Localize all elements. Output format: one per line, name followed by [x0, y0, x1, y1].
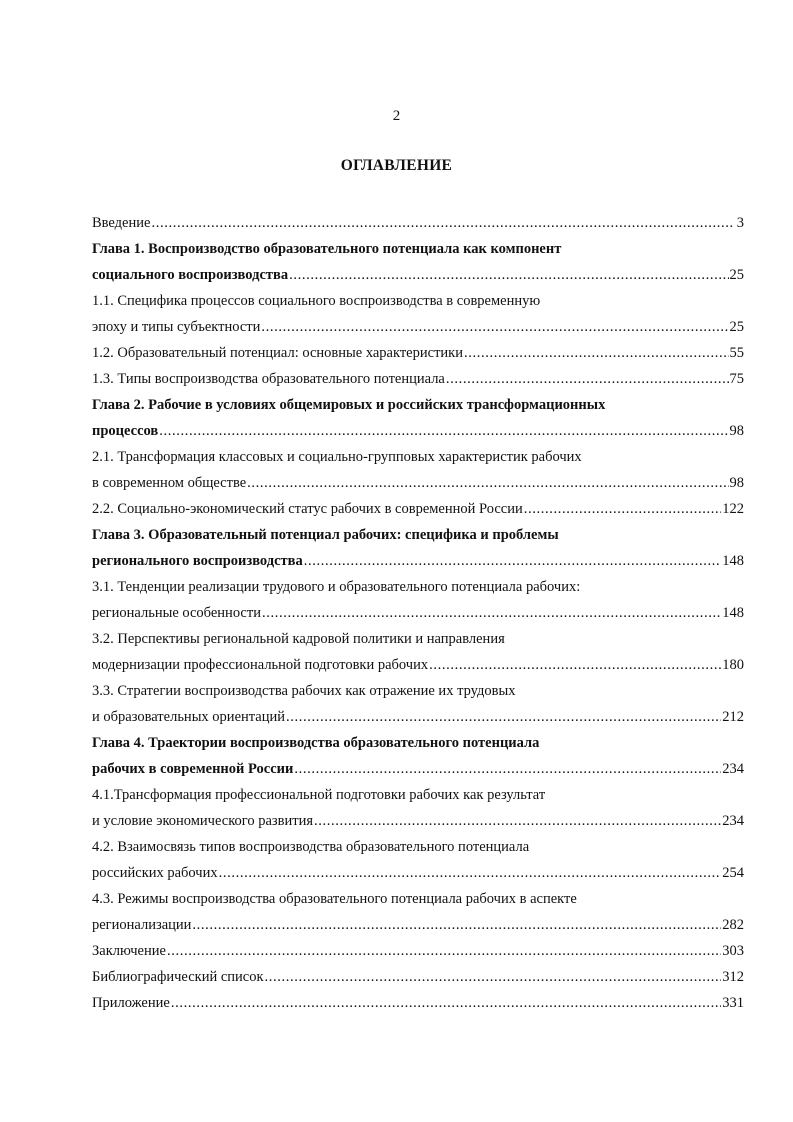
toc-entry[interactable]: [92, 834, 744, 886]
dot-leader: [192, 912, 721, 938]
toc-page-number: 25: [729, 319, 744, 335]
table-of-contents: [92, 210, 744, 1016]
dot-leader: [265, 964, 722, 990]
toc-page-number: 148: [722, 605, 744, 621]
toc-entry-text: Заключение: [92, 943, 166, 959]
toc-entry[interactable]: [92, 210, 744, 236]
toc-entry[interactable]: [92, 288, 744, 340]
toc-entry[interactable]: [92, 782, 744, 834]
dot-leader: [446, 366, 729, 392]
toc-entry-text: и образовательных ориентаций: [92, 709, 285, 725]
toc-entry-text: социального воспроизводства: [92, 267, 289, 283]
toc-entry[interactable]: [92, 496, 744, 522]
toc-entry-line: 4.1.Трансформация профессиональной подготовки рабочих как результат: [92, 787, 546, 803]
toc-entry[interactable]: [92, 236, 744, 288]
toc-entry[interactable]: [92, 886, 744, 938]
toc-entry-text: 1.3. Типы воспроизводства образовательного потенциала: [92, 371, 445, 387]
toc-entry-text: 1.2. Образовательный потенциал: основные характеристики: [92, 345, 463, 361]
toc-entry[interactable]: [92, 444, 744, 496]
toc-entry-text: 2.2. Социально-экономический статус рабочих в современной России: [92, 501, 523, 517]
toc-entry-line: 1.1. Специфика процессов социального воспроизводства в современную: [92, 293, 541, 309]
toc-entry-line: Глава 1. Воспроизводство образовательного потенциала как компонент: [92, 241, 562, 257]
toc-page-number: 75: [729, 371, 744, 387]
toc-entry[interactable]: [92, 522, 744, 574]
dot-leader: [151, 210, 735, 236]
toc-entry-text: эпоху и типы субъектности: [92, 319, 261, 335]
toc-page-number: 25: [729, 267, 744, 283]
toc-page-number: 98: [729, 423, 744, 439]
toc-entry-line: Глава 2. Рабочие в условиях общемировых и российских трансформационных: [92, 397, 606, 413]
dot-leader: [524, 496, 722, 522]
toc-entry[interactable]: [92, 964, 744, 990]
toc-page-number: 148: [722, 553, 744, 569]
dot-leader: [304, 548, 722, 574]
dot-leader: [464, 340, 729, 366]
toc-entry-text: Библиографический список: [92, 969, 264, 985]
toc-entry-line: Глава 4. Траектории воспроизводства образовательного потенциала: [92, 735, 540, 751]
toc-entry[interactable]: [92, 938, 744, 964]
toc-page-number: 98: [729, 475, 744, 491]
toc-entry[interactable]: [92, 626, 744, 678]
dot-leader: [167, 938, 721, 964]
toc-entry[interactable]: [92, 574, 744, 626]
toc-entry[interactable]: [92, 990, 744, 1016]
toc-entry-text: регионализации: [92, 917, 192, 933]
toc-entry-line: 3.3. Стратегии воспроизводства рабочих как отражение их трудовых: [92, 683, 516, 699]
dot-leader: [294, 756, 721, 782]
dot-leader: [286, 704, 721, 730]
toc-entry-line: 2.1. Трансформация классовых и социально-групповых характеристик рабочих: [92, 449, 582, 465]
dot-leader: [219, 860, 722, 886]
dot-leader: [171, 990, 721, 1016]
toc-entry-text: рабочих в современной России: [92, 761, 294, 777]
toc-page-number: 122: [722, 501, 744, 517]
toc-page-number: 234: [722, 813, 744, 829]
toc-entry-line: 3.2. Перспективы региональной кадровой политики и направления: [92, 631, 505, 647]
toc-entry-line: Глава 3. Образовательный потенциал рабочих: специфика и проблемы: [92, 527, 559, 543]
toc-page-number: 254: [722, 865, 744, 881]
toc-page-number: 234: [722, 761, 744, 777]
dot-leader: [261, 314, 728, 340]
toc-page-number: 212: [722, 709, 744, 725]
dot-leader: [159, 418, 728, 444]
toc-entry[interactable]: [92, 340, 744, 366]
dot-leader: [314, 808, 721, 834]
toc-entry[interactable]: [92, 366, 744, 392]
toc-entry-text: Приложение: [92, 995, 170, 1011]
toc-page-number: 55: [729, 345, 744, 361]
toc-page-number: 180: [722, 657, 744, 673]
toc-entry-line: 4.2. Взаимосвязь типов воспроизводства образовательного потенциала: [92, 839, 530, 855]
dot-leader: [262, 600, 721, 626]
page-title: ОГЛАВЛЕНИЕ: [340, 157, 453, 174]
toc-entry-text: регионального воспроизводства: [92, 553, 303, 569]
toc-page-number: 331: [722, 995, 744, 1011]
toc-entry-text: Введение: [92, 215, 151, 231]
toc-entry-text: процессов: [92, 423, 159, 439]
dot-leader: [247, 470, 728, 496]
toc-page-number: 282: [722, 917, 744, 933]
toc-entry[interactable]: [92, 392, 744, 444]
toc-entry-line: 3.1. Тенденции реализации трудового и образовательного потенциала рабочих:: [92, 579, 581, 595]
toc-page-number: 3: [736, 215, 744, 231]
toc-entry-text: и условие экономического развития: [92, 813, 314, 829]
toc-entry-text: российских рабочих: [92, 865, 218, 881]
page-number: 2: [392, 108, 401, 124]
toc-page-number: 312: [722, 969, 744, 985]
dot-leader: [429, 652, 721, 678]
toc-entry[interactable]: [92, 678, 744, 730]
toc-page-number: 303: [722, 943, 744, 959]
dot-leader: [289, 262, 728, 288]
toc-entry-text: в современном обществе: [92, 475, 247, 491]
toc-entry[interactable]: [92, 730, 744, 782]
toc-entry-line: 4.3. Режимы воспроизводства образовательного потенциала рабочих в аспекте: [92, 891, 577, 907]
toc-entry-text: региональные особенности: [92, 605, 261, 621]
toc-entry-text: модернизации профессиональной подготовки рабочих: [92, 657, 429, 673]
